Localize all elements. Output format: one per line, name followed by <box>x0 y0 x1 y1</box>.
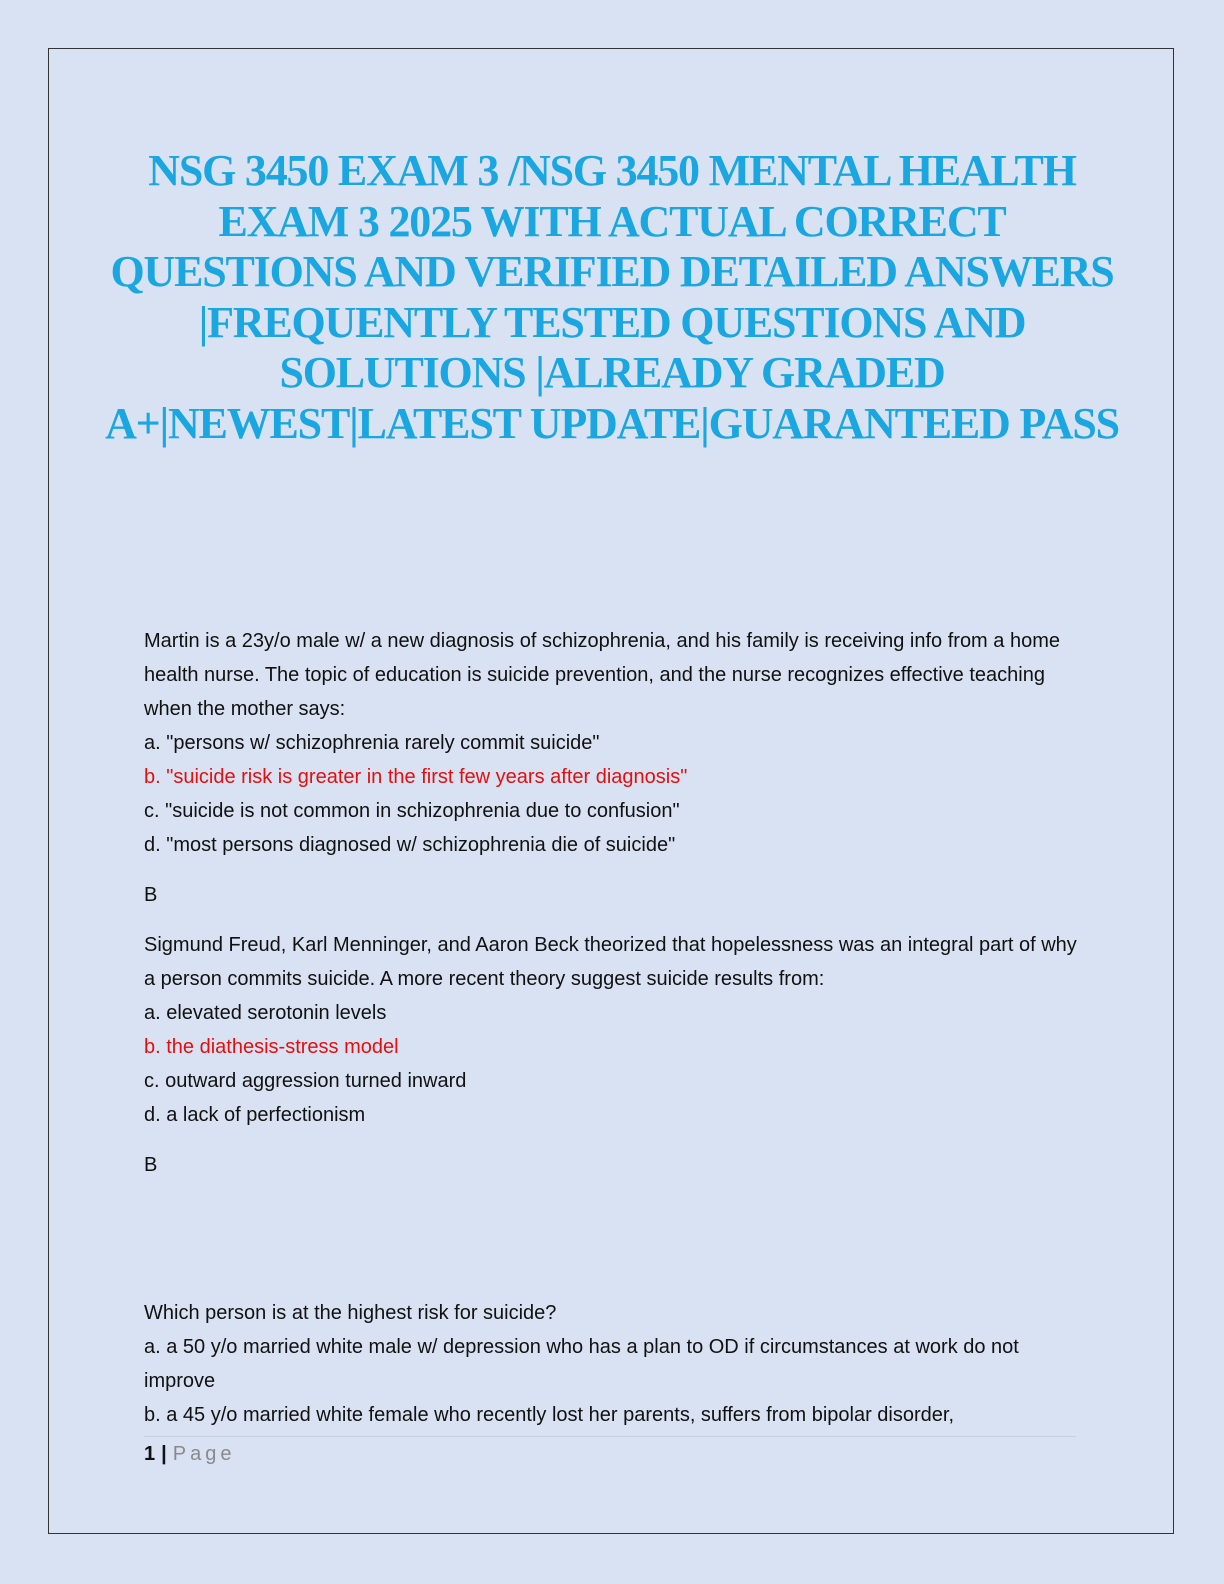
question-block-3 <box>144 1296 1084 1432</box>
question-text: Sigmund Freud, Karl Menninger, and Aaron Beck theorized that hopelessness was an integral part of why a person commits suicide. A more recent theory suggest suicide results from: <box>144 934 1077 990</box>
option-d: d. a lack of perfectionism <box>144 1104 366 1126</box>
option-a: a. a 50 y/o married white male w/ depression who has a plan to OD if circumstances at work do not improve <box>144 1336 1019 1392</box>
question-text: Martin is a 23y/o male w/ a new diagnosis of schizophrenia, and his family is receiving info from a home health nurse. The topic of education is suicide prevention, and the nurse recognizes effective teaching when the mother says: <box>144 630 1060 720</box>
answer-key: B <box>144 884 158 906</box>
option-d: d. "most persons diagnosed w/ schizophrenia die of suicide" <box>144 834 676 856</box>
document-title: NSG 3450 EXAM 3 /NSG 3450 MENTAL HEALTH EXAM 3 2025 WITH ACTUAL CORRECT QUESTIONS AND VERIFIED DETAILED ANSWERS |FREQUENTLY TESTED QUESTIONS AND SOLUTIONS |ALREADY GRADED A+|NEWEST|LATEST UPDATE|GUARANTEED PASS <box>105 146 1119 448</box>
footer-divider <box>144 1436 1076 1437</box>
page-footer <box>144 1440 235 1468</box>
page-number: 1 <box>144 1443 156 1465</box>
page-label: Page <box>172 1443 236 1465</box>
option-b: b. a 45 y/o married white female who recently lost her parents, suffers from bipolar disorder, <box>144 1404 955 1426</box>
answer-key: B <box>144 1154 158 1176</box>
question-block-1 <box>144 624 1084 912</box>
question-block-2 <box>144 928 1084 1182</box>
option-b-correct: b. "suicide risk is greater in the first few years after diagnosis" <box>144 766 688 788</box>
spacer <box>144 1198 1084 1296</box>
question-text: Which person is at the highest risk for suicide? <box>144 1302 557 1324</box>
option-a: a. "persons w/ schizophrenia rarely commit suicide" <box>144 732 600 754</box>
option-a: a. elevated serotonin levels <box>144 1002 387 1024</box>
option-c: c. "suicide is not common in schizophrenia due to confusion" <box>144 800 680 822</box>
footer-separator: | <box>161 1443 167 1465</box>
option-b-correct: b. the diathesis-stress model <box>144 1036 399 1058</box>
option-c: c. outward aggression turned inward <box>144 1070 467 1092</box>
document-body <box>144 624 1084 1432</box>
